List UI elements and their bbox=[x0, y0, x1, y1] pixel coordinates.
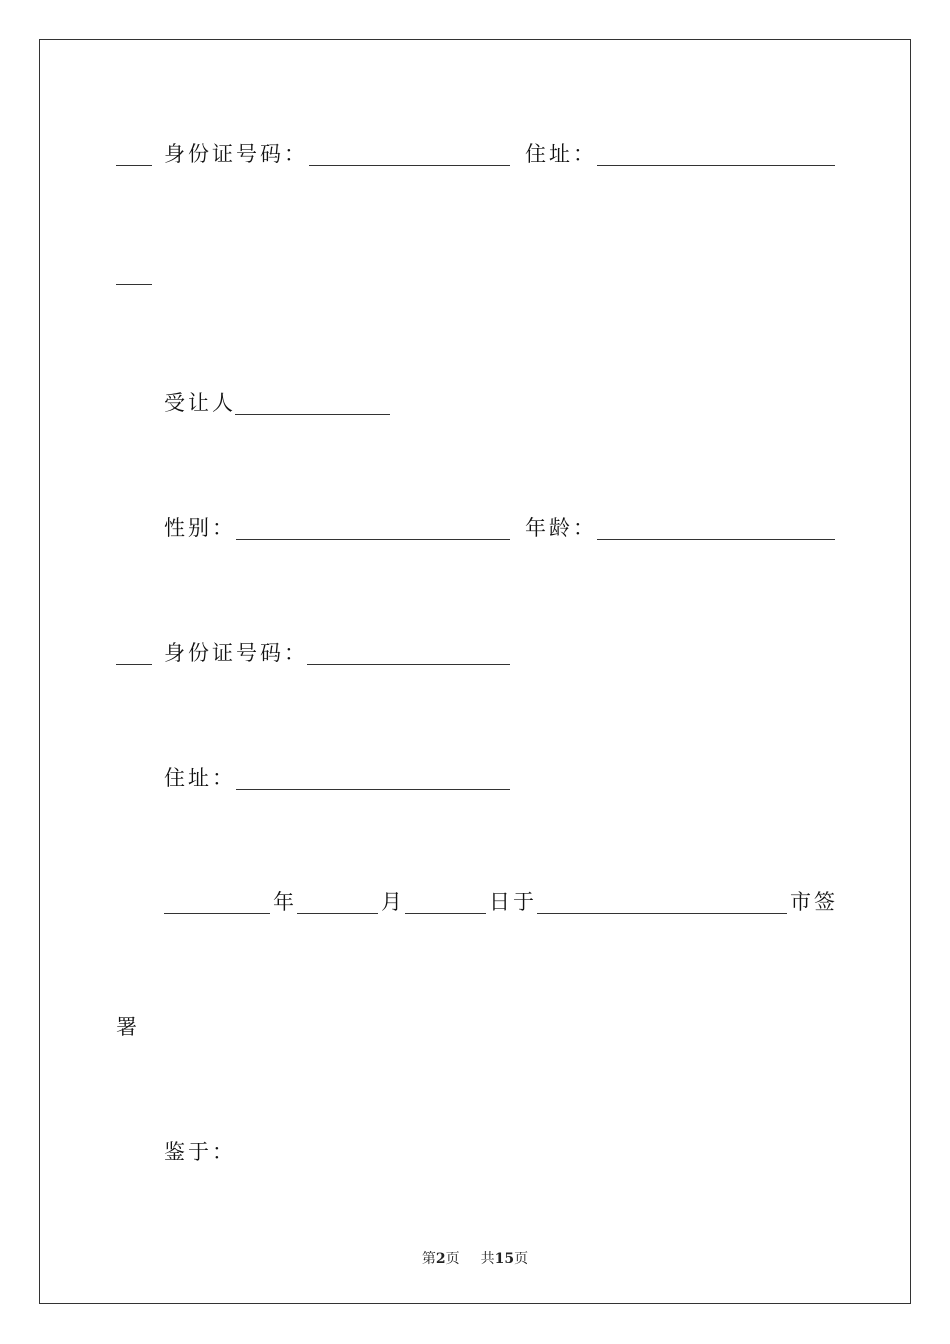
line-whereas bbox=[0, 1131, 950, 1171]
day-at-label: 日于 bbox=[489, 890, 537, 914]
blank-address[interactable] bbox=[597, 165, 835, 166]
year-label: 年 bbox=[273, 890, 297, 914]
blank-id-number[interactable] bbox=[307, 664, 510, 665]
whereas-label: 鉴于： bbox=[164, 1140, 236, 1164]
blank-transferee-name[interactable] bbox=[235, 414, 390, 415]
page-footer bbox=[0, 1248, 950, 1268]
id-number-label: 身份证号码： bbox=[164, 641, 308, 665]
blank-month[interactable] bbox=[297, 913, 378, 914]
address-label: 住址： bbox=[525, 142, 597, 166]
line-address-continuation bbox=[0, 252, 950, 292]
blank-year[interactable] bbox=[164, 913, 270, 914]
age-label: 年龄： bbox=[525, 516, 597, 540]
city-sign-label: 市签 bbox=[790, 890, 838, 914]
page-prefix: 第 bbox=[421, 1251, 436, 1267]
line-transferor-id-address bbox=[0, 133, 950, 173]
blank-id-number[interactable] bbox=[309, 165, 510, 166]
blank-city[interactable] bbox=[537, 913, 787, 914]
total-suffix: 页 bbox=[514, 1251, 529, 1267]
blank-age[interactable] bbox=[597, 539, 835, 540]
line-transferee bbox=[0, 382, 950, 422]
page-suffix: 页 bbox=[445, 1251, 460, 1267]
total-prefix: 共 bbox=[480, 1251, 495, 1267]
line-sign-continuation bbox=[0, 1006, 950, 1046]
month-label: 月 bbox=[381, 890, 405, 914]
line-transferee-id bbox=[0, 632, 950, 672]
blank-day[interactable] bbox=[405, 913, 486, 914]
address-label: 住址： bbox=[164, 766, 236, 790]
id-number-label: 身份证号码： bbox=[164, 142, 308, 166]
blank-address-continued[interactable] bbox=[116, 284, 152, 285]
line-gender-age bbox=[0, 507, 950, 547]
total-pages: 15 bbox=[494, 1251, 515, 1267]
blank-address[interactable] bbox=[236, 789, 510, 790]
line-sign-date-place bbox=[0, 881, 950, 921]
sign-cont-text: 署 bbox=[116, 1015, 140, 1039]
blank-gender[interactable] bbox=[236, 539, 510, 540]
transferee-label: 受让人 bbox=[164, 391, 236, 415]
line-transferee-address bbox=[0, 757, 950, 797]
page-number: 2 bbox=[435, 1251, 446, 1267]
blank-name-tail[interactable] bbox=[116, 165, 152, 166]
gender-label: 性别： bbox=[164, 516, 236, 540]
blank-age-tail[interactable] bbox=[116, 664, 152, 665]
